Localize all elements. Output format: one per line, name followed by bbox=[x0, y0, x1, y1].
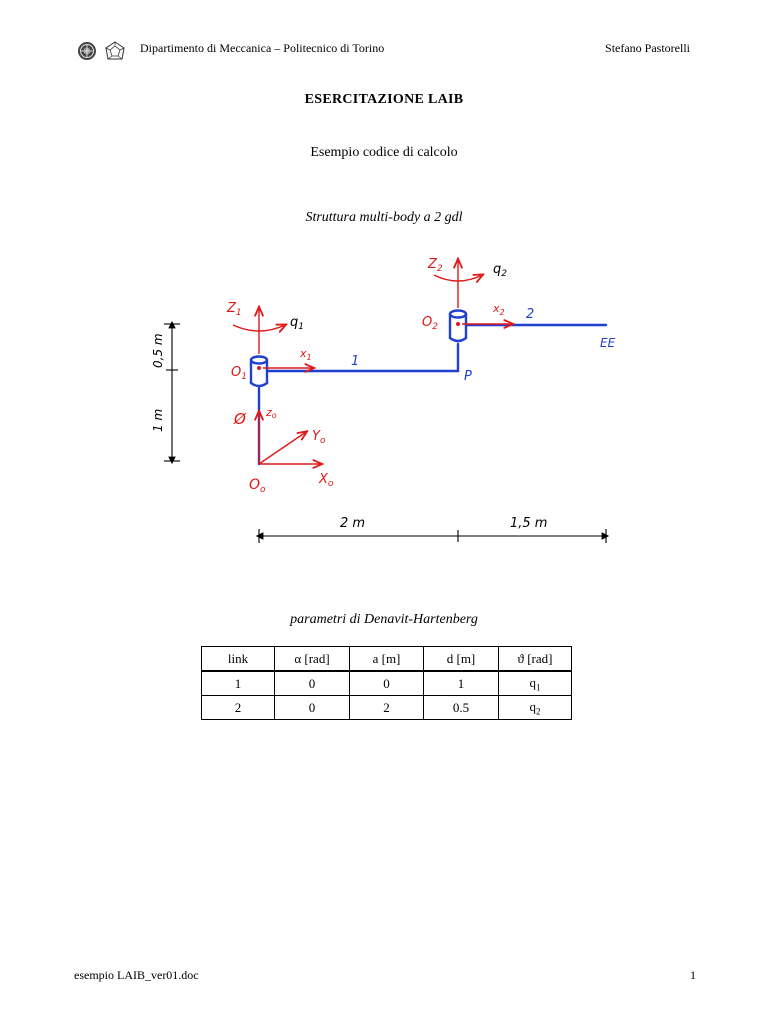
multibody-figure bbox=[128, 246, 640, 558]
base-zero-label: Ø bbox=[234, 410, 246, 428]
cell-theta: $q_1$ bbox=[499, 671, 572, 696]
dim-05m-label: 0,5 m bbox=[151, 333, 165, 368]
point-p-label: P bbox=[464, 369, 472, 384]
dim-2m-label: 2 m bbox=[340, 516, 366, 531]
cell-a: 2 bbox=[350, 696, 424, 720]
footer-filename: esempio LAIB_ver01.doc bbox=[74, 968, 199, 982]
col-header-d: d [m] bbox=[424, 647, 499, 672]
link-1-label: 1 bbox=[351, 354, 360, 369]
col-header-a: a [m] bbox=[350, 647, 424, 672]
z1-label: $Z_1$ bbox=[227, 301, 242, 318]
cell-d: 0.5 bbox=[424, 696, 499, 720]
joint-2-dot bbox=[456, 322, 460, 326]
document-subtitle: Esempio codice di calcolo bbox=[310, 145, 458, 160]
header-department: Dipartimento di Meccanica – Politecnico di Torino bbox=[140, 41, 385, 55]
header-author: Stefano Pastorelli bbox=[605, 41, 690, 55]
link-1 bbox=[267, 344, 458, 371]
o0-label: $O_o$ bbox=[249, 477, 266, 495]
joint-1-dot bbox=[257, 366, 261, 370]
figure-caption: Struttura multi-body a 2 gdl bbox=[305, 210, 463, 225]
q1-label: $q_1$ bbox=[290, 315, 304, 332]
table-row bbox=[202, 696, 572, 720]
q2-label: $q_2$ bbox=[493, 262, 507, 279]
cell-alpha: 0 bbox=[275, 696, 350, 720]
joint-1-cylinder bbox=[251, 357, 267, 387]
y0-axis bbox=[259, 432, 306, 464]
cell-link: 1 bbox=[202, 671, 275, 696]
x0-label: $X_o$ bbox=[319, 472, 334, 489]
col-header-alpha: α [rad] bbox=[275, 647, 350, 672]
dim-1m-label: 1 m bbox=[151, 408, 165, 432]
z0-label: zo bbox=[266, 406, 277, 420]
x1-label: $x_1$ bbox=[300, 347, 312, 362]
cell-theta: $q_2$ bbox=[499, 696, 572, 720]
table-row bbox=[202, 671, 572, 696]
page-number: 1 bbox=[690, 968, 696, 982]
polyhedron-icon bbox=[106, 42, 124, 59]
col-header-link: link bbox=[202, 647, 275, 672]
o2-label: $O_2$ bbox=[422, 315, 438, 332]
document-title: ESERCITAZIONE LAIB bbox=[304, 92, 464, 107]
y0-label: $Y_o$ bbox=[312, 429, 326, 446]
university-logos bbox=[76, 40, 128, 62]
end-effector-label: EE bbox=[600, 336, 616, 350]
cell-d: 1 bbox=[424, 671, 499, 696]
table-header-row bbox=[202, 647, 572, 672]
dim-15m-label: 1,5 m bbox=[510, 516, 548, 531]
page-header bbox=[0, 0, 768, 70]
z2-label: $Z_2$ bbox=[428, 257, 443, 274]
cell-link: 2 bbox=[202, 696, 275, 720]
col-header-theta: ϑ [rad] bbox=[499, 647, 572, 672]
link-2-label: 2 bbox=[526, 307, 535, 322]
o1-label: $O_1$ bbox=[231, 365, 247, 382]
cell-a: 0 bbox=[350, 671, 424, 696]
x2-label: $x_2$ bbox=[493, 302, 505, 317]
seal-icon bbox=[78, 42, 96, 60]
denavit-hartenberg-table bbox=[201, 646, 572, 720]
cell-alpha: 0 bbox=[275, 671, 350, 696]
table-caption: parametri di Denavit-Hartenberg bbox=[290, 612, 478, 627]
multibody-sketch bbox=[128, 246, 640, 558]
